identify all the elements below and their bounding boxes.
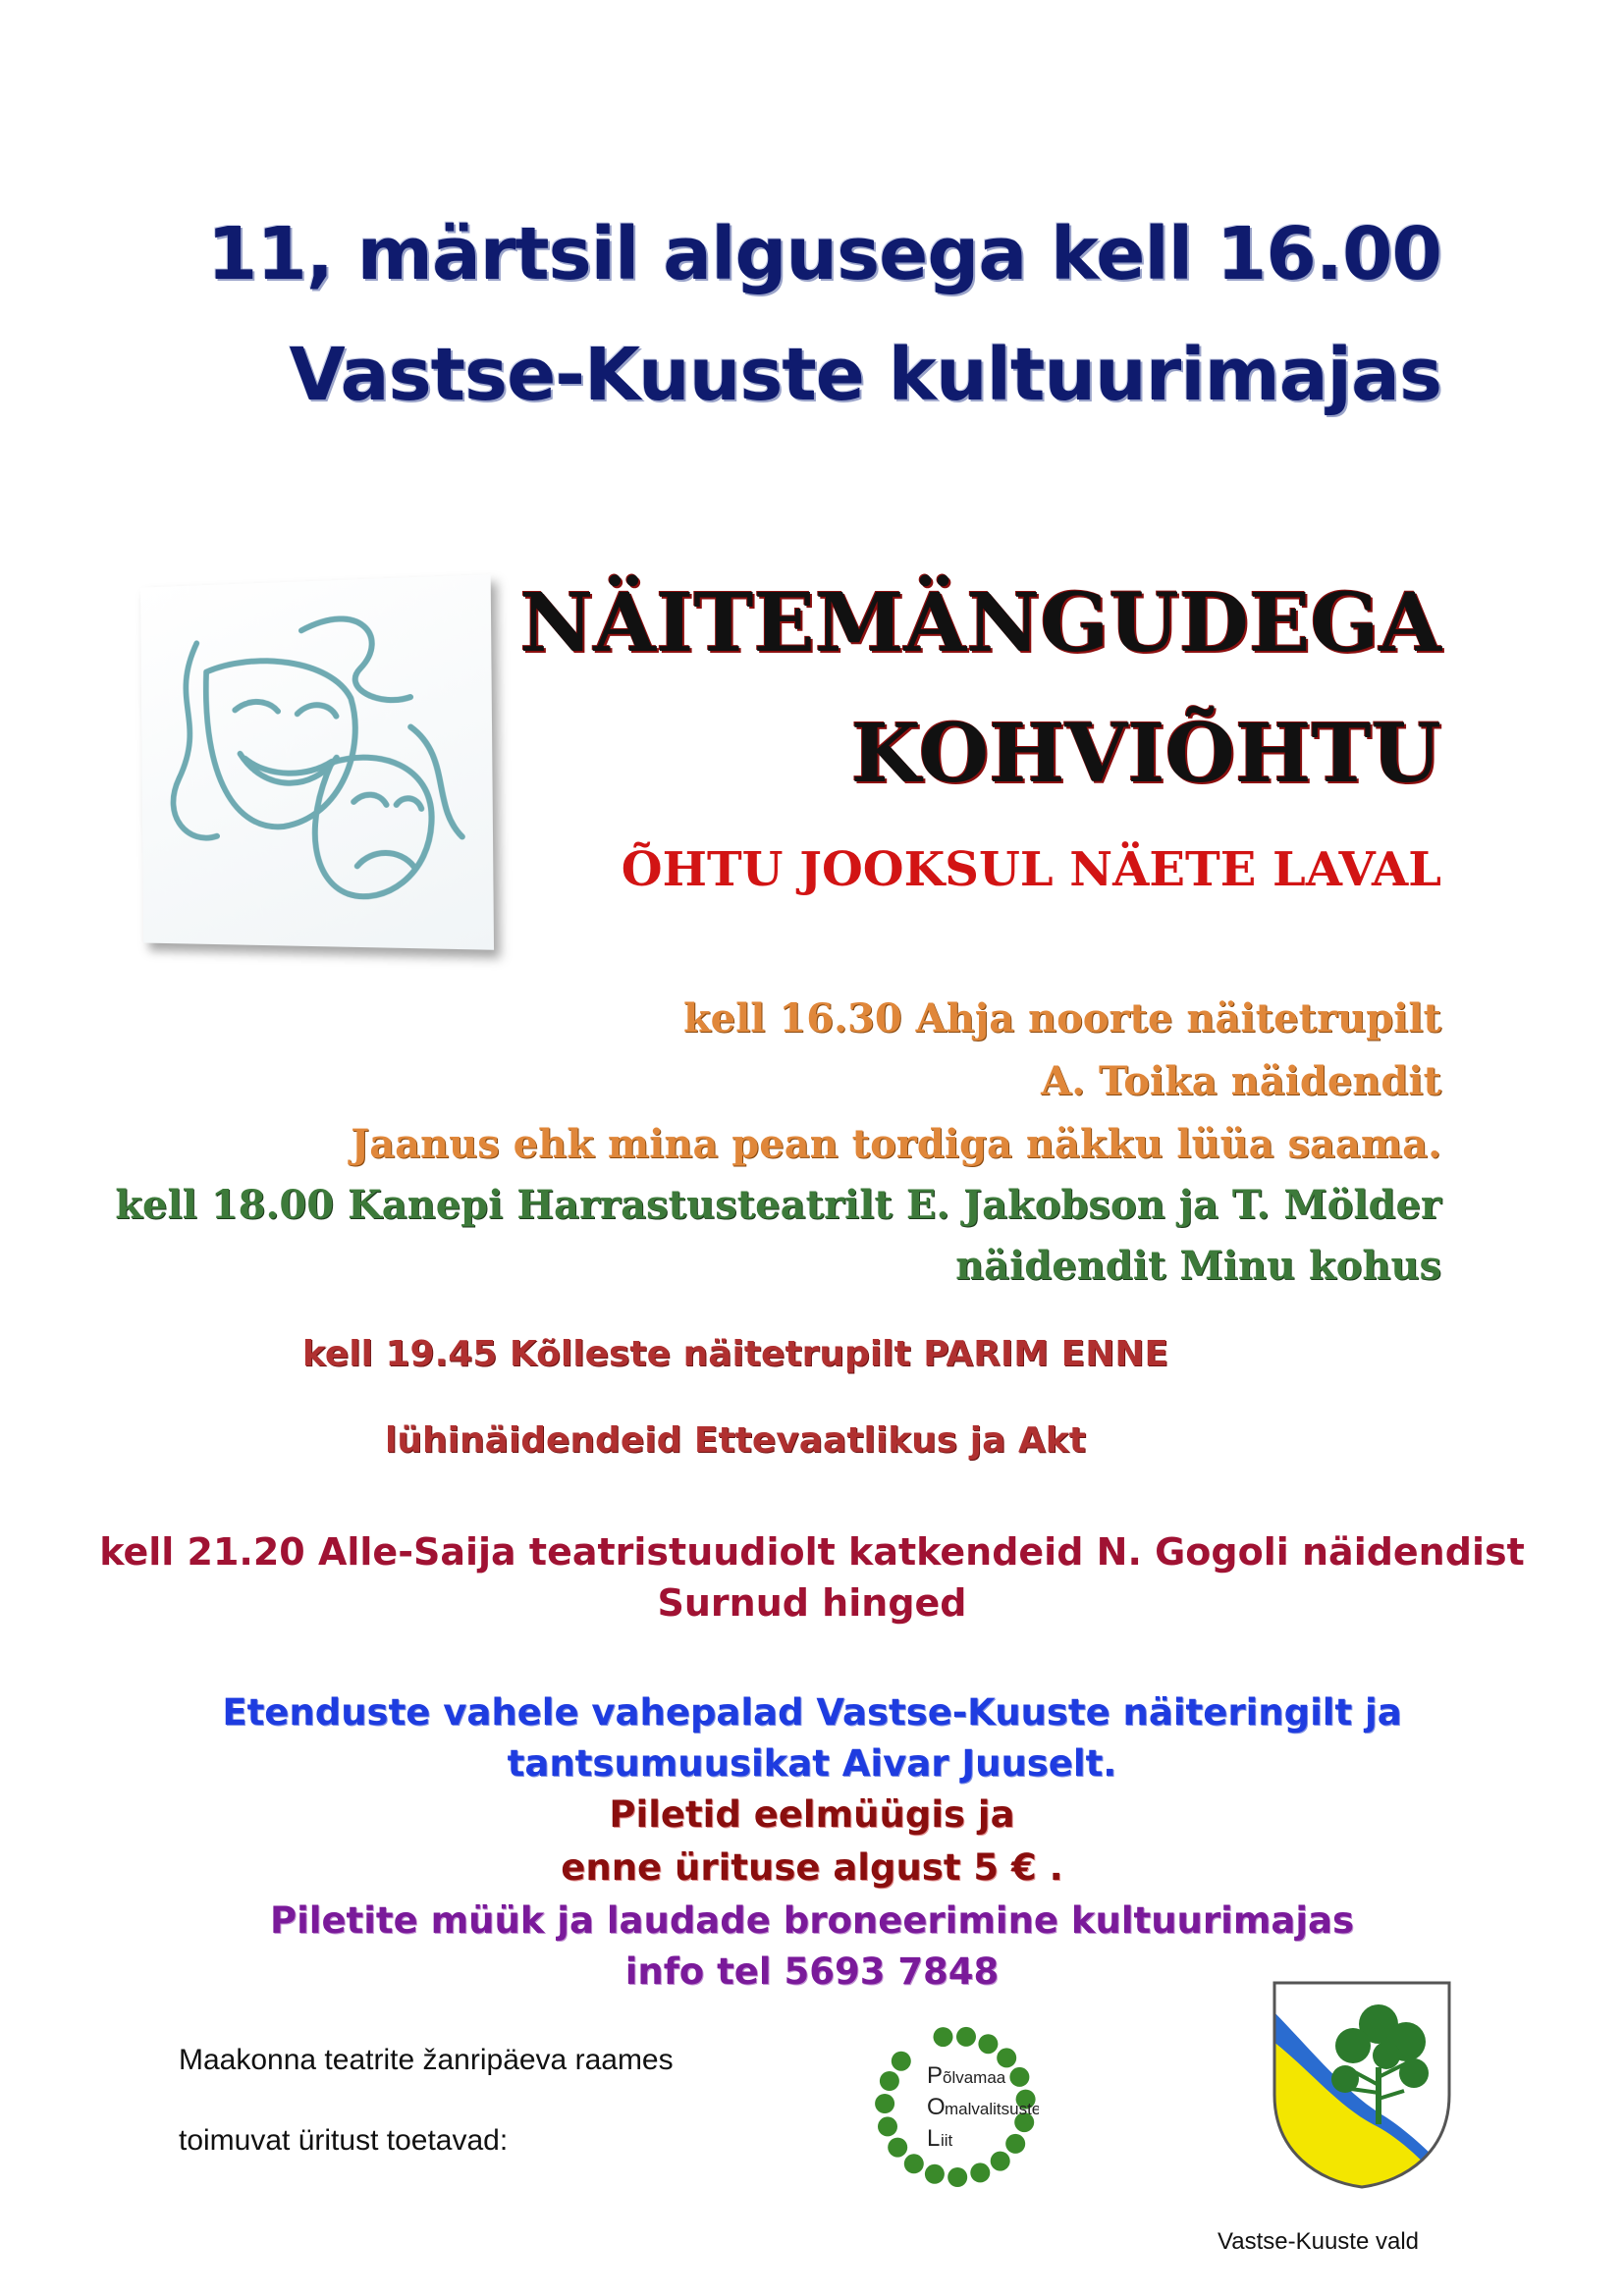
logo-bead (1009, 2067, 1029, 2087)
coat-of-arms (1269, 1977, 1455, 2193)
coat-of-arms-caption: Vastse-Kuuste vald (1218, 2228, 1419, 2255)
logo-word-2: malvalitsuste (945, 2100, 1039, 2118)
theatre-masks-icon (140, 574, 494, 950)
logo-letter-o: O (927, 2094, 946, 2120)
logo-bead (904, 2154, 924, 2173)
logo-bead (934, 2027, 953, 2047)
logo-bead (978, 2034, 998, 2054)
event-venue-heading: Vastse-Kuuste kultuurimajas (289, 333, 1441, 417)
program-line-9: Surnud hinged (657, 1581, 967, 1625)
info-line-6: info tel 5693 7848 (624, 1950, 1000, 1993)
logo-bead (991, 2152, 1010, 2171)
logo-letter-l: L (927, 2125, 941, 2152)
logo-word-1: õlvamaa (943, 2068, 1006, 2087)
logo-bead (997, 2048, 1016, 2067)
logo-bead (925, 2164, 945, 2184)
info-line-2: tantsumuusikat Aivar Juuselt. (507, 1742, 1117, 1785)
logo-bead (880, 2071, 899, 2091)
program-line-3: Jaanus ehk mina pean tordiga näkku lüüa saama. (351, 1121, 1441, 1167)
program-line-7: lühinäidendeid Ettevaatlikus ja Akt (385, 1420, 1086, 1461)
logo-bead (888, 2138, 907, 2158)
program-line-4: kell 18.00 Kanepi Harrastusteatrilt E. Jakobson ja T. Mölder (115, 1182, 1441, 1228)
logo-bead (892, 2052, 911, 2071)
program-line-2: A. Toika näidendit (1041, 1058, 1441, 1104)
program-line-8: kell 21.20 Alle-Saija teatristuudiolt katkendeid N. Gogoli näidendist (99, 1530, 1525, 1574)
theatre-masks-card (140, 574, 494, 950)
logo-letter-p: P (927, 2062, 944, 2089)
sponsor-text-2: toimuvat üritust toetavad: (179, 2124, 509, 2157)
logo-bead (970, 2163, 990, 2182)
logo-bead (956, 2027, 976, 2047)
sponsor-text-1: Maakonna teatrite žanripäeva raames (179, 2044, 674, 2076)
event-date-heading: 11, märtsil algusega kell 16.00 (206, 212, 1441, 296)
logo-bead (875, 2094, 894, 2113)
logo-bead (878, 2116, 897, 2136)
logo-bead (1005, 2134, 1025, 2154)
info-line-4: enne ürituse algust 5 € . (561, 1846, 1063, 1889)
polvamaa-logo (872, 2020, 1039, 2187)
info-line-1: Etenduste vahele vahepalad Vastse-Kuuste näiteringilt ja (222, 1691, 1402, 1734)
logo-word-3: iit (941, 2131, 953, 2150)
info-line-5: Piletite müük ja laudade broneerimine kultuurimajas (269, 1899, 1355, 1942)
info-line-3: Piletid eelmüügis ja (609, 1793, 1015, 1836)
program-line-1: kell 16.30 Ahja noorte näitetrupilt (682, 995, 1441, 1041)
program-line-5: näidendit Minu kohus (955, 1243, 1441, 1289)
event-subtitle: ÕHTU JOOKSUL NÄETE LAVAL (621, 842, 1441, 897)
program-line-6: kell 19.45 Kõlleste näitetrupilt PARIM ENNE (301, 1334, 1169, 1374)
event-title-line2: KOHVIÕHTU (850, 707, 1441, 801)
logo-bead (947, 2167, 967, 2187)
event-title-line1: NÄITEMÄNGUDEGA (519, 576, 1441, 670)
